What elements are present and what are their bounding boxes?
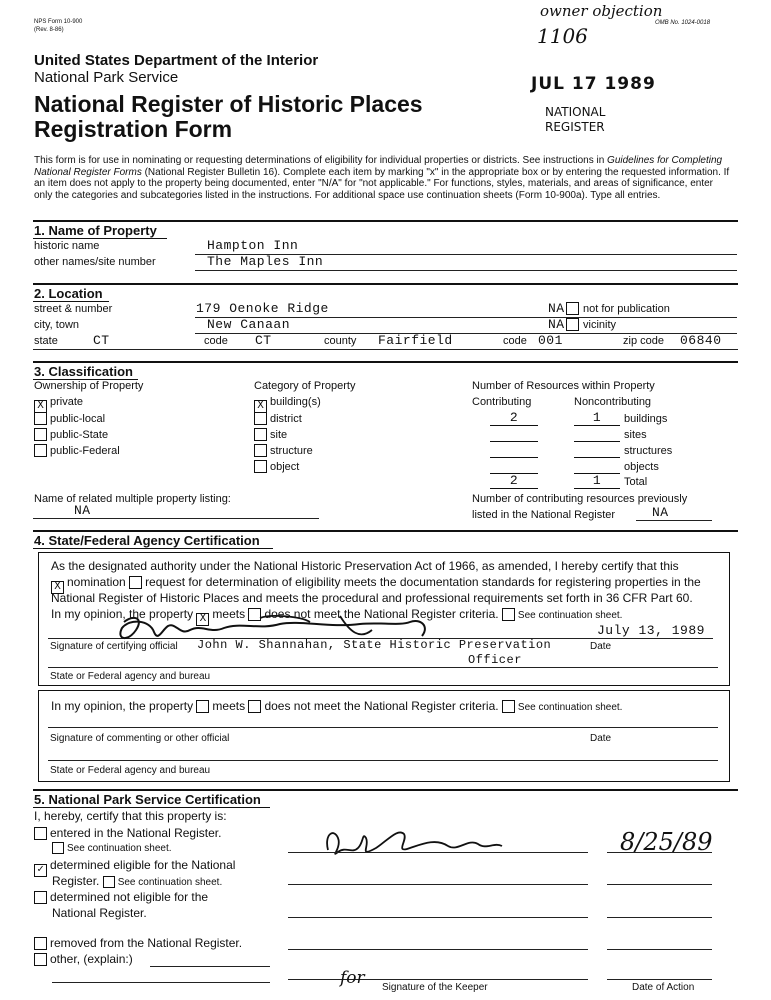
keeper-date-line xyxy=(607,852,712,853)
county-code-label: code xyxy=(503,335,527,347)
keeper-signature-label: Signature of the Keeper xyxy=(382,982,488,993)
certifying-date[interactable]: July 13, 1989 xyxy=(597,623,705,638)
see-continuation-checkbox[interactable] xyxy=(502,608,515,621)
category-buildings[interactable]: X building(s) xyxy=(254,396,321,413)
section5-underline xyxy=(33,807,270,808)
eligible-see-checkbox[interactable] xyxy=(103,876,115,888)
objects-noncontributing[interactable] xyxy=(574,458,620,474)
city-value[interactable]: New Canaan xyxy=(207,317,291,332)
for-mark: for xyxy=(340,968,365,988)
signature-label: Signature of certifying official xyxy=(50,641,178,652)
zip-value[interactable]: 06840 xyxy=(680,333,722,348)
category-site-checkbox[interactable] xyxy=(254,428,267,441)
handwritten-note: owner objection xyxy=(540,2,663,20)
keeper-signature-line xyxy=(288,852,588,853)
eligible-checkbox[interactable]: ✓ xyxy=(34,864,47,877)
entered-see-option[interactable]: See continuation sheet. xyxy=(52,842,172,856)
form-title-line1: National Register of Historic Places xyxy=(34,91,423,117)
multiple-listing-value[interactable]: NA xyxy=(74,503,91,518)
eligible-option-line2: Register. See continuation sheet. xyxy=(52,874,223,888)
stamp-register: REGISTER xyxy=(545,120,605,134)
entered-see-checkbox[interactable] xyxy=(52,842,64,854)
ownership-public-federal[interactable]: public-Federal xyxy=(34,444,120,458)
total-label: Total xyxy=(624,476,648,488)
county-value[interactable]: Fairfield xyxy=(378,333,453,348)
agency2-label: State or Federal agency and bureau xyxy=(50,765,211,776)
date-line xyxy=(607,917,712,918)
agency-line xyxy=(48,760,718,761)
section2-title: 2. Location xyxy=(34,286,103,301)
cert-line3: National Register of Historic Places and meets the procedural and professional requirements set forth in 36 CFR Part 60. xyxy=(51,591,693,605)
opinion-line: In my opinion, the property X meets does not meet the National Register criteria. See continuation sheet. xyxy=(51,607,623,625)
removed-option[interactable]: removed from the National Register. xyxy=(34,936,242,950)
eligible-option[interactable]: ✓ determined eligible for the National xyxy=(34,858,235,877)
keeper-signature xyxy=(318,824,508,864)
state-code-label: code xyxy=(204,335,228,347)
street-value[interactable]: 179 Oenoke Ridge xyxy=(196,301,329,316)
date2-label: Date xyxy=(590,733,612,744)
received-stamp-date: JUL 17 1989 xyxy=(531,74,656,94)
previously-listed-value[interactable]: NA xyxy=(652,505,669,520)
section2-underline xyxy=(33,301,109,302)
state-code-value[interactable]: CT xyxy=(255,333,272,348)
entered-checkbox[interactable] xyxy=(34,827,47,840)
ownership-public-local-checkbox[interactable] xyxy=(34,412,47,425)
sites-contributing[interactable] xyxy=(490,426,538,442)
section1-title: 1. Name of Property xyxy=(34,223,157,238)
city-label: city, town xyxy=(34,319,80,331)
category-object-checkbox[interactable] xyxy=(254,460,267,473)
stamp-national: NATIONAL xyxy=(545,105,606,119)
ownership-private[interactable]: X private xyxy=(34,396,83,413)
structures-label: structures xyxy=(624,445,673,457)
category-site[interactable]: site xyxy=(254,428,287,442)
not-eligible-checkbox[interactable] xyxy=(34,891,47,904)
keeper-date[interactable]: 8/25/89 xyxy=(620,828,713,856)
sites-noncontributing[interactable] xyxy=(574,426,620,442)
historic-name-value[interactable]: Hampton Inn xyxy=(207,238,299,253)
structures-contributing[interactable] xyxy=(490,442,538,458)
ownership-public-state-checkbox[interactable] xyxy=(34,428,47,441)
field-line xyxy=(33,518,319,519)
not-for-publication-label: not for publication xyxy=(583,303,670,315)
signature-line xyxy=(288,949,588,950)
section3-title: 3. Classification xyxy=(34,364,133,379)
date-line xyxy=(607,979,712,980)
previously-listed-label2: listed in the National Register xyxy=(472,509,616,521)
section1-underline xyxy=(33,238,167,239)
objects-contributing[interactable] xyxy=(490,458,538,474)
divider xyxy=(33,283,738,285)
divider xyxy=(33,789,738,791)
signature-line xyxy=(288,979,588,980)
other-names-value[interactable]: The Maples Inn xyxy=(207,254,324,269)
other-explain-line xyxy=(150,966,270,967)
buildings-label: buildings xyxy=(624,413,668,425)
category-buildings-checkbox[interactable]: X xyxy=(254,400,267,413)
section4-title: 4. State/Federal Agency Certification xyxy=(34,533,260,548)
date-line xyxy=(607,884,712,885)
objects-label: objects xyxy=(624,461,659,473)
action-date-label: Date of Action xyxy=(632,982,695,993)
ownership-private-checkbox[interactable]: X xyxy=(34,400,47,413)
category-structure-checkbox[interactable] xyxy=(254,444,267,457)
ownership-public-local[interactable]: public-local xyxy=(34,412,105,426)
certifying-name-line1[interactable]: John W. Shannahan, State Historic Preservation xyxy=(197,638,552,652)
entered-option[interactable]: entered in the National Register. xyxy=(34,826,221,840)
agency-label: State or Federal agency and bureau xyxy=(50,671,211,682)
other-names-label: other names/site number xyxy=(34,256,156,268)
noncontributing-label: Noncontributing xyxy=(574,396,652,408)
opinion2-line: In my opinion, the property meets does not meet the National Register criteria. See continuation sheet. xyxy=(51,699,623,713)
form-title-line2: Registration Form xyxy=(34,116,233,142)
buildings-noncontributing[interactable]: 1 xyxy=(574,410,620,426)
cert-line1: As the designated authority under the National Historic Preservation Act of 1966, as amended, I hereby certify that this xyxy=(51,559,679,573)
signature-line xyxy=(288,884,588,885)
sites-label: sites xyxy=(624,429,647,441)
resources-label: Number of Resources within Property xyxy=(472,380,655,392)
other-checkbox[interactable] xyxy=(34,953,47,966)
vicinity-value[interactable]: NA xyxy=(548,317,565,332)
ownership-public-state[interactable]: public-State xyxy=(34,428,108,442)
section5-intro: I, hereby, certify that this property is: xyxy=(34,809,227,823)
commenting-label: Signature of commenting or other official xyxy=(50,733,230,744)
opinion2-does-not-meet-checkbox[interactable] xyxy=(248,700,261,713)
nomination-checkbox[interactable]: X xyxy=(51,581,64,594)
county-label: county xyxy=(324,335,357,347)
total-noncontributing[interactable]: 1 xyxy=(574,473,620,489)
omb-number: OMB No. 1024-0018 xyxy=(655,20,711,26)
certifying-name-line2[interactable]: Officer xyxy=(468,653,522,667)
meets-checkbox[interactable]: X xyxy=(196,613,209,626)
field-line xyxy=(195,333,737,334)
service-name: National Park Service xyxy=(34,69,179,86)
opinion2-meets-checkbox[interactable] xyxy=(196,700,209,713)
category-object[interactable]: object xyxy=(254,460,299,474)
category-district[interactable]: district xyxy=(254,412,302,426)
category-structure[interactable]: structure xyxy=(254,444,313,458)
ownership-label: Ownership of Property xyxy=(34,380,144,392)
field-line xyxy=(195,270,737,271)
form-number: NPS Form 10-900 xyxy=(34,19,83,25)
historic-name-label: historic name xyxy=(34,240,100,252)
vicinity-label: vicinity xyxy=(583,319,617,331)
field-line xyxy=(33,349,738,350)
department-name: United States Department of the Interior xyxy=(34,52,319,69)
removed-checkbox[interactable] xyxy=(34,937,47,950)
divider xyxy=(33,361,738,363)
agency-line xyxy=(48,667,718,668)
not-eligible-option[interactable]: determined not eligible for the xyxy=(34,890,208,904)
category-label: Category of Property xyxy=(254,380,356,392)
date-label: Date xyxy=(590,641,612,652)
total-contributing[interactable]: 2 xyxy=(490,473,538,489)
handwritten-number: 1106 xyxy=(537,24,588,48)
multiple-listing-label: Name of related multiple property listing: xyxy=(34,493,231,505)
vicinity-checkbox[interactable] xyxy=(566,318,579,331)
zip-label: zip code xyxy=(623,335,664,347)
form-revision: (Rev. 8-86) xyxy=(34,27,64,33)
divider xyxy=(33,530,738,532)
signature-line xyxy=(288,917,588,918)
contributing-label: Contributing xyxy=(472,396,532,408)
previously-listed-label1: Number of contributing resources previously xyxy=(472,493,688,505)
structures-noncontributing[interactable] xyxy=(574,442,620,458)
buildings-contributing[interactable]: 2 xyxy=(490,410,538,426)
section4-underline xyxy=(33,548,273,549)
other-option[interactable]: other, (explain:) xyxy=(34,952,133,966)
not-for-publication-value[interactable]: NA xyxy=(548,301,565,316)
county-code-value[interactable]: 001 xyxy=(538,333,563,348)
date-line xyxy=(607,949,712,950)
intro-paragraph: This form is for use in nominating or requesting determinations of eligibility for individual properties or districts. See instructions in Guidelines for Completing National Register Forms (National Register Bulletin 16). Complete each item by marking "x" in the appropriate box or by entering the requested information. If an item does not apply to the property being documented, enter "N/A" for "not applicable." For functions, styles, materials, and areas of significance, enter only the categories and subcategories listed in the instructions. For additional space use continuation sheets (Form 10-900a). Type all entries. xyxy=(34,155,730,201)
section5-title: 5. National Park Service Certification xyxy=(34,792,261,807)
not-eligible-line2: National Register. xyxy=(52,906,147,920)
state-value[interactable]: CT xyxy=(93,333,110,348)
eligibility-request-checkbox[interactable] xyxy=(129,576,142,589)
ownership-public-federal-checkbox[interactable] xyxy=(34,444,47,457)
category-district-checkbox[interactable] xyxy=(254,412,267,425)
cert-line2: X nomination request for determination of eligibility meets the documentation standards for registering properties in the xyxy=(51,575,701,594)
divider xyxy=(33,220,738,222)
street-label: street & number xyxy=(34,303,113,315)
field-line xyxy=(636,520,712,521)
state-label: state xyxy=(34,335,58,347)
signature-line xyxy=(48,727,718,728)
opinion2-see-continuation-checkbox[interactable] xyxy=(502,700,515,713)
date-line xyxy=(588,638,713,639)
not-for-publication-checkbox[interactable] xyxy=(566,302,579,315)
other-explain-line2 xyxy=(52,982,270,983)
